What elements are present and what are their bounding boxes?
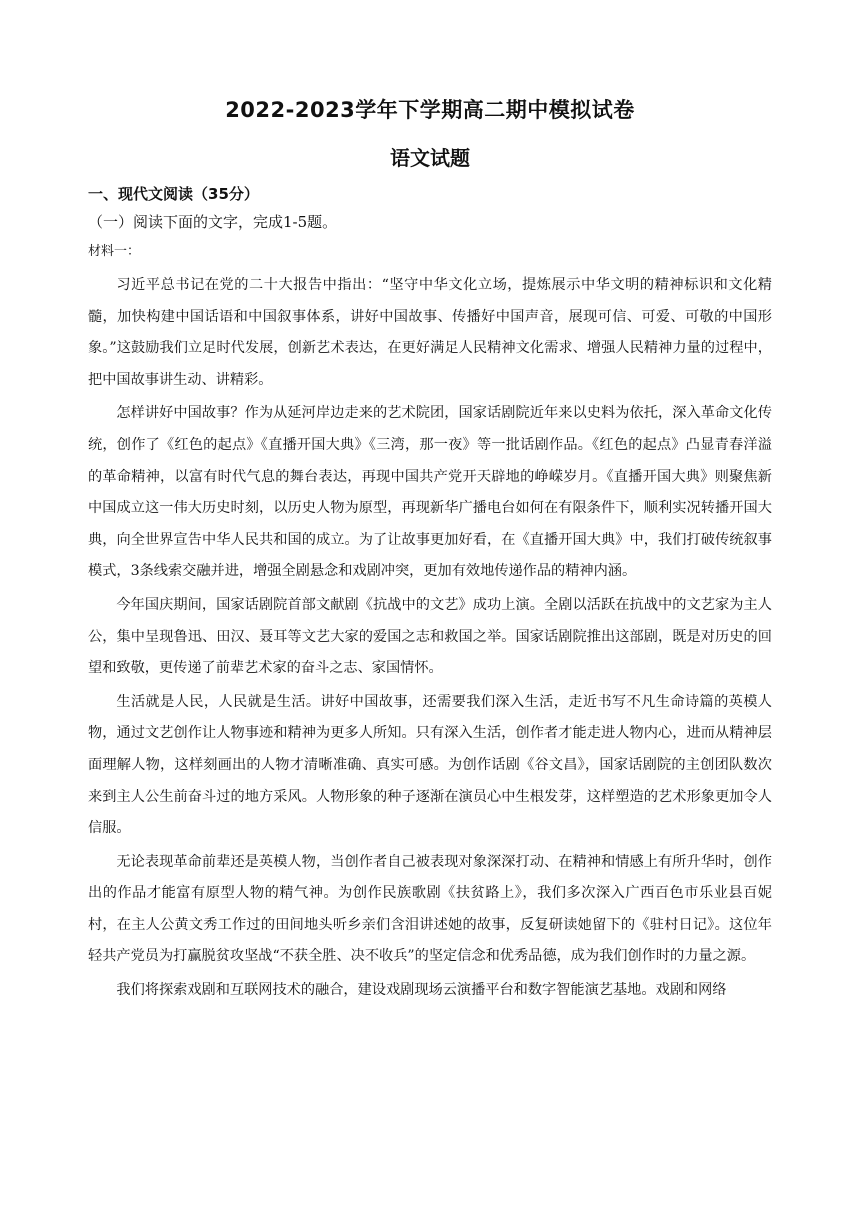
passage-paragraph: 怎样讲好中国故事？作为从延河岸边走来的艺术院团，国家话剧院近年来以史料为依托，深入革命文化传统，创作了《红色的起点》《直播开国大典》《三湾，那一夜》等一批话剧作品。《红色的起点》凸显青春洋溢的革命精神，以富有时代气息的舞台表达，再现中国共产党开天辟地的峥嵘岁月。《直播开国大典》则聚焦新中国成立这一伟大历史时刻，以历史人物为原型，再现新华广播电台如何在有限条件下，顺利实况转播开国大典，向全世界宣告中华人民共和国的成立。为了让故事更加好看，在《直播开国大典》中，我们打破传统叙事模式，3条线索交融并进，增强全剧悬念和戏剧冲突，更加有效地传递作品的精神内涵。 [88, 405, 772, 580]
passage-paragraph: 生活就是人民，人民就是生活。讲好中国故事，还需要我们深入生活，走近书写不凡生命诗篇的英模人物，通过文艺创作让人物事迹和精神为更多人所知。只有深入生活，创作者才能走进人物内心，进而从精神层面理解人物，这样刻画出的人物才清晰准确、真实可感。为创作话剧《谷文昌》，国家话剧院的主创团队数次来到主人公生前奋斗过的地方采风。人物形象的种子逐渐在演员心中生根发芽，这样塑造的艺术形象更加令人信服。 [88, 693, 772, 837]
reading-passage [88, 270, 772, 1009]
section-heading: 一、现代文阅读（35分） [88, 185, 259, 203]
exam-title: 2022-2023学年下学期高二期中模拟试卷 [225, 98, 635, 122]
exam-subtitle: 语文试题 [390, 146, 470, 170]
passage-paragraph: 今年国庆期间，国家话剧院首部文献剧《抗战中的文艺》成功上演。全剧以活跃在抗战中的文艺家为主人公，集中呈现鲁迅、田汉、聂耳等文艺大家的爱国之志和救国之举。国家话剧院推出这部剧，既是对历史的回望和致敬，更传递了前辈艺术家的奋斗之志、家国情怀。 [88, 596, 772, 677]
passage-paragraph: 我们将探索戏剧和互联网技术的融合，建设戏剧现场云演播平台和数字智能演艺基地。戏剧和网络 [116, 982, 727, 999]
passage-paragraph: 习近平总书记在党的二十大报告中指出：“坚守中华文化立场，提炼展示中华文明的精神标识和文化精髓，加快构建中国话语和中国叙事体系，讲好中国故事、传播好中国声音，展现可信、可爱、可敬的中国形象。”这鼓励我们立足时代发展，创新艺术表达，在更好满足人民精神文化需求、增强人民精神力量的过程中，把中国故事讲生动、讲精彩。 [88, 277, 772, 388]
passage-paragraph: 无论表现革命前辈还是英模人物，当创作者自己被表现对象深深打动、在精神和情感上有所升华时，创作出的作品才能富有原型人物的精气神。为创作民族歌剧《扶贫路上》，我们多次深入广西百色市乐业县百妮村，在主人公黄文秀工作过的田间地头听乡亲们含泪讲述她的故事，反复研读她留下的《驻村日记》。这位年轻共产党员为打赢脱贫攻坚战“不获全胜、决不收兵”的坚定信念和优秀品德，成为我们创作时的力量之源。 [88, 853, 772, 965]
reading-instructions: （一）阅读下面的文字，完成1-5题。 [88, 213, 338, 231]
material-label: 材料一： [88, 244, 141, 259]
